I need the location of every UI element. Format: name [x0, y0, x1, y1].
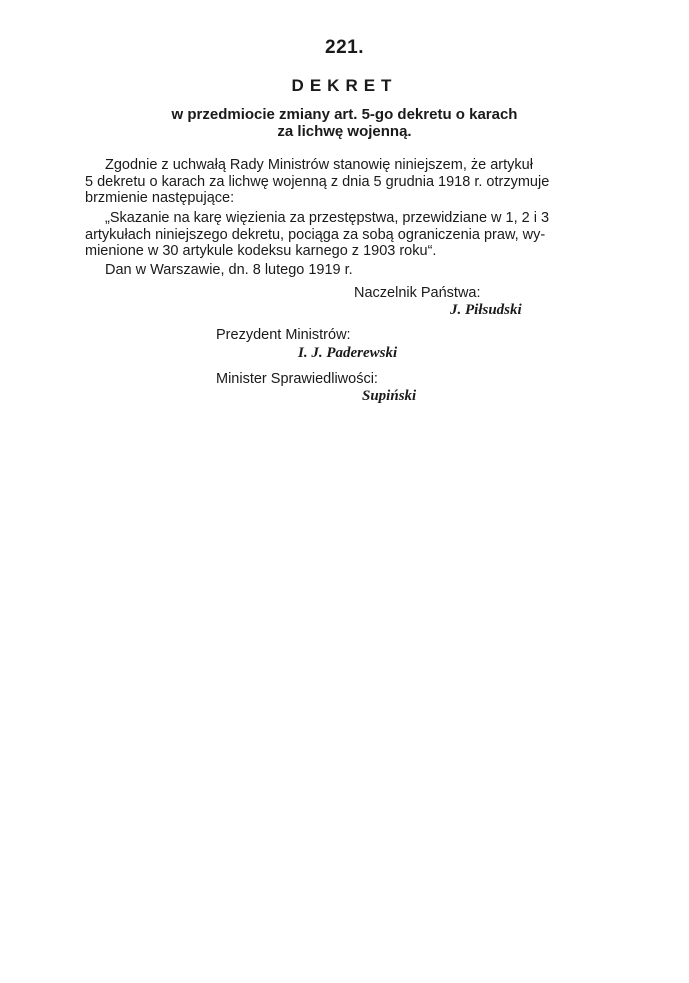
- signature-role-prime-minister: Prezydent Ministrów:: [216, 327, 351, 343]
- subtitle-line: w przedmiocie zmiany art. 5-go dekretu o karach: [171, 106, 518, 123]
- decree-subtitle: [0, 106, 689, 140]
- decree-number: 221.: [325, 37, 364, 58]
- subtitle-line: za lichwę wojenną.: [277, 123, 412, 140]
- signature-role-head-of-state: Naczelnik Państwa:: [354, 285, 481, 301]
- signature-name-pilsudski: J. Piłsudski: [450, 302, 522, 318]
- paragraph-line: brzmienie następujące:: [85, 190, 235, 206]
- decree-title: DEKRET: [291, 76, 398, 95]
- date-line: Dan w Warszawie, dn. 8 lutego 1919 r.: [105, 262, 353, 278]
- paragraph-line: artykułach niniejszego dekretu, pociąga za sobą ograniczenia praw, wy-: [85, 226, 546, 243]
- paragraph-line: Zgodnie z uchwałą Rady Ministrów stanowię niniejszem, że artykuł: [105, 157, 533, 173]
- paragraph-resolution: [85, 157, 623, 207]
- paragraph-line: mienione w 30 artykule kodeksu karnego z 1903 roku“.: [85, 243, 437, 259]
- paragraph-line: „Skazanie na karę więzienia za przestępstwa, przewidziane w 1, 2 i 3: [105, 210, 550, 226]
- signature-role-justice-minister: Minister Sprawiedliwości:: [216, 371, 378, 387]
- paragraph-line: 5 dekretu o karach za lichwę wojenną z dnia 5 grudnia 1918 r. otrzymuje: [85, 173, 550, 190]
- signature-name-paderewski: I. J. Paderewski: [298, 345, 398, 361]
- signature-name-supinski: Supiński: [362, 388, 417, 404]
- paragraph-amendment: [85, 210, 623, 260]
